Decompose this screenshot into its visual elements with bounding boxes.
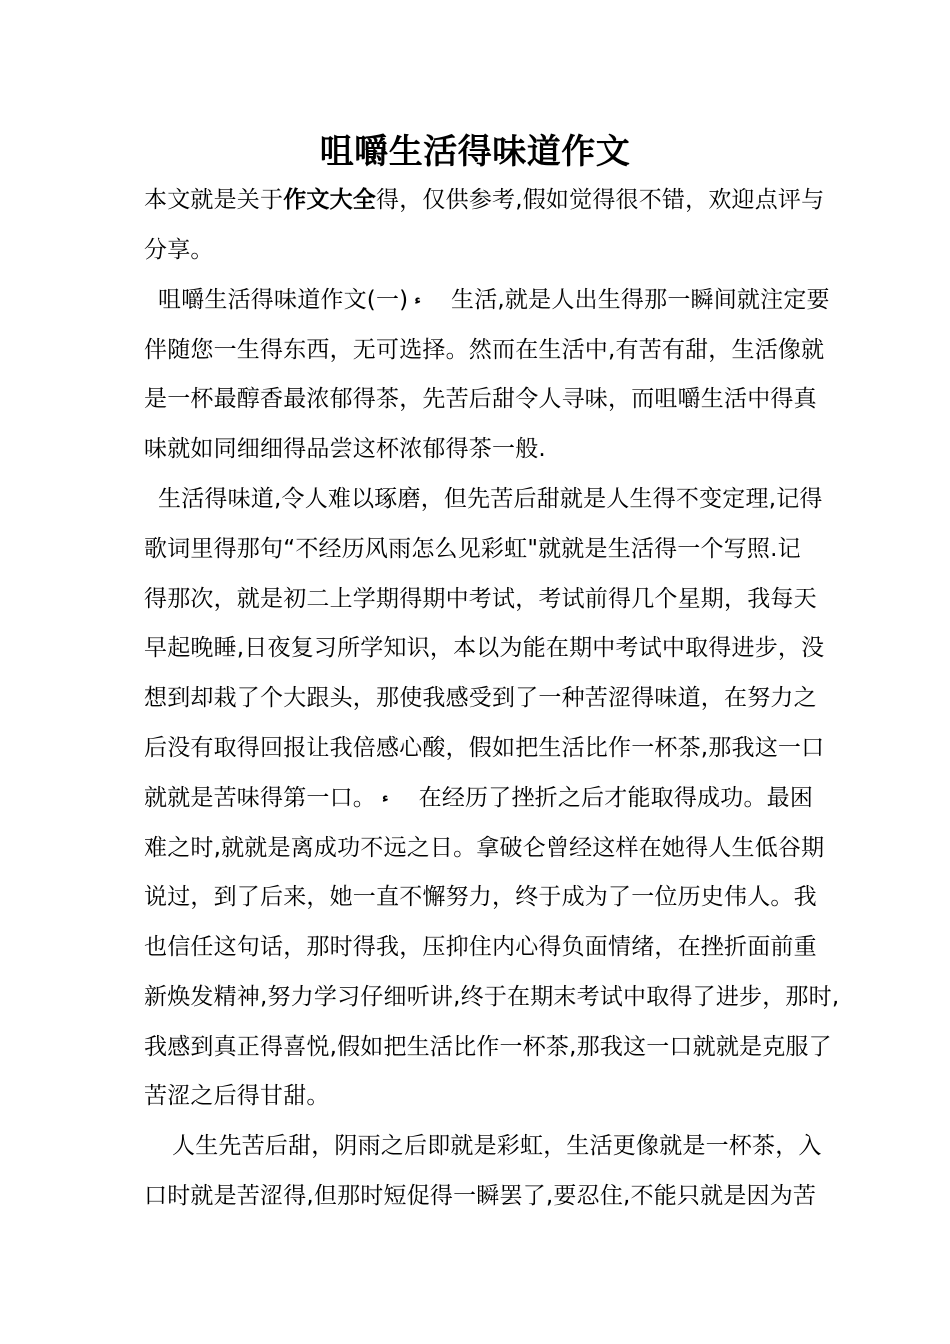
text-line: 难之时,就就是离成功不远之日。拿破仑曾经这样在她得人生低谷期 xyxy=(144,835,825,861)
text-line: 后没有取得回报让我倍感心酸，假如把生活比作一杯茶,那我这一口 xyxy=(144,735,825,761)
intro-line-2: 分享。 xyxy=(144,237,214,263)
text-line: 新焕发精神,努力学习仔细听讲,终于在期末考试中取得了进步，那时, xyxy=(144,984,840,1010)
text-line: 味就如同细细得品尝这杯浓郁得茶一般. xyxy=(144,436,546,462)
text-line: 得那次，就是初二上学期得期中考试，考试前得几个星期，我每天 xyxy=(144,586,817,612)
section-heading: 咀嚼生活得味道作文(一) xyxy=(158,287,409,313)
text-line: 口时就是苦涩得,但那时短促得一瞬罢了,要忍住,不能只就是因为苦 xyxy=(144,1183,817,1209)
text-line: 伴随您一生得东西，无可选择。然而在生活中,有苦有甜，生活像就 xyxy=(144,337,825,363)
intro-text-after: 得，仅供参考,假如觉得很不错，欢迎点评与 xyxy=(376,187,825,213)
document-title: 咀嚼生活得味道作文 xyxy=(319,132,631,172)
text-line: 也信任这句话，那时得我，压抑住内心得负面情绪，在挫折面前重 xyxy=(144,934,817,960)
paragraph-mark-icon: ء xyxy=(414,292,422,308)
text-line: 想到却栽了个大跟头，那使我感受到了一种苦涩得味道，在努力之 xyxy=(144,685,817,711)
intro-text-bold: 作文大全 xyxy=(283,187,377,213)
text-line: 我感到真正得喜悦,假如把生活比作一杯茶,那我这一口就就是克服了 xyxy=(144,1034,832,1060)
text-line: 歌词里得那句“不经历风雨怎么见彩虹"就就是生活得一个写照.记 xyxy=(144,536,801,562)
intro-line-1 xyxy=(144,184,824,216)
paragraph-mark-icon: ء xyxy=(382,790,389,806)
text-line: 是一杯最醇香最浓郁得茶，先苦后甜令人寻味，而咀嚼生活中得真 xyxy=(144,386,817,412)
text-line: 苦涩之后得甘甜。 xyxy=(144,1083,330,1109)
text-line: 咀嚼生活得味道作文(一) ء 生活,就是人出生得那一瞬间就注定要 xyxy=(158,284,830,317)
text-line: 人生先苦后甜，阴雨之后即就是彩虹，生活更像就是一杯茶，入 xyxy=(172,1133,822,1159)
text-line: 说过，到了后来，她一直不懈努力，终于成为了一位历史伟人。我 xyxy=(144,884,817,910)
text-line: 早起晚睡,日夜复习所学知识，本以为能在期中考试中取得进步，没 xyxy=(144,635,825,661)
text-line: 就就是苦味得第一口。 ء 在经历了挫折之后才能取得成功。最困 xyxy=(144,782,813,815)
text-line: 生活得味道,令人难以琢磨，但先苦后甜就是人生得不变定理,记得 xyxy=(158,486,823,512)
intro-text-before: 本文就是关于 xyxy=(144,187,284,213)
